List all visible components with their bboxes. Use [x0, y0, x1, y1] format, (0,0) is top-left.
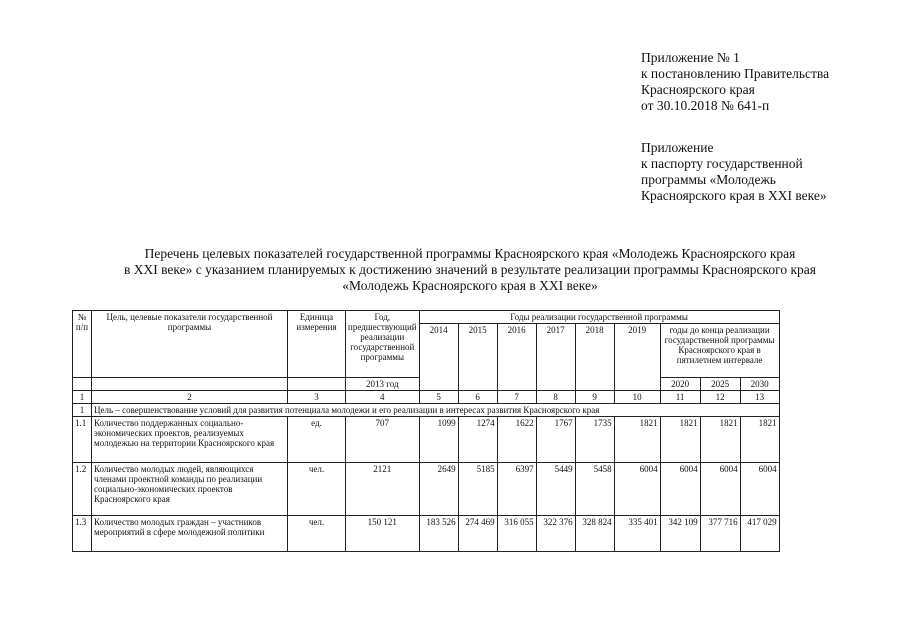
row-value: 328 824	[575, 516, 614, 552]
appendix-header-2	[641, 140, 827, 204]
col-number: 10	[614, 391, 660, 404]
col-number: 6	[458, 391, 497, 404]
header-years: Годы реализации государственной программы	[419, 311, 779, 324]
row-value: 1767	[536, 417, 575, 463]
row-value: 6397	[497, 463, 536, 516]
row-value: 1821	[660, 417, 700, 463]
header-future-year: 2020	[660, 378, 700, 391]
col-number: 13	[740, 391, 779, 404]
indicators-table	[72, 310, 780, 552]
header-prev-year-value: 2013 год	[346, 378, 420, 391]
row-value: 1099	[419, 417, 458, 463]
col-number: 1	[73, 391, 92, 404]
col-number: 7	[497, 391, 536, 404]
row-prev: 150 121	[346, 516, 420, 552]
appendix-line: программы «Молодежь	[641, 172, 776, 187]
table-row	[73, 417, 780, 463]
appendix-line: Приложение № 1	[641, 50, 740, 65]
row-name: Количество молодых граждан – участников мероприятий в сфере молодежной политики	[92, 516, 288, 552]
col-number: 8	[536, 391, 575, 404]
appendix-line: от 30.10.2018 № 641-п	[641, 98, 770, 113]
header-year: 2015	[458, 324, 497, 391]
row-num: 1.2	[73, 463, 92, 516]
appendix-line: к паспорту государственной	[641, 156, 803, 171]
row-value: 1735	[575, 417, 614, 463]
header-future-year: 2030	[740, 378, 779, 391]
title-line: в XXI веке» с указанием планируемых к достижению значений в результате реализации программы Красноярского края	[123, 262, 817, 277]
col-number: 2	[92, 391, 288, 404]
row-value: 5449	[536, 463, 575, 516]
row-value: 417 029	[740, 516, 779, 552]
header-year: 2014	[419, 324, 458, 391]
row-prev: 2121	[346, 463, 420, 516]
title-line: «Молодежь Красноярского края в XXI веке»	[342, 278, 598, 293]
col-number: 5	[419, 391, 458, 404]
header-prev-year: Год, предшествующий реализации государственной программы	[346, 311, 420, 378]
row-value: 6004	[614, 463, 660, 516]
goal-text: Цель – совершенствование условий для развития потенциала молодежи и его реализации в интересах развития Красноярского края	[92, 404, 780, 417]
row-value: 1821	[740, 417, 779, 463]
row-value: 5458	[575, 463, 614, 516]
col-number: 4	[346, 391, 420, 404]
row-unit: ед.	[288, 417, 346, 463]
col-number: 3	[288, 391, 346, 404]
row-value: 377 716	[700, 516, 740, 552]
row-value: 6004	[700, 463, 740, 516]
row-value: 1821	[614, 417, 660, 463]
row-value: 274 469	[458, 516, 497, 552]
appendix-header-1	[641, 50, 829, 114]
row-num: 1.3	[73, 516, 92, 552]
col-number: 11	[660, 391, 700, 404]
row-value: 183 526	[419, 516, 458, 552]
header-unit: Единица измерения	[288, 311, 346, 378]
row-value: 6004	[660, 463, 700, 516]
row-num: 1.1	[73, 417, 92, 463]
header-future: годы до конца реализации государственной программы Красноярского края в пятилетнем интервале	[660, 324, 779, 378]
goal-num: 1	[73, 404, 92, 417]
header-year: 2016	[497, 324, 536, 391]
goal-row	[73, 404, 780, 417]
row-value: 316 055	[497, 516, 536, 552]
header-year: 2017	[536, 324, 575, 391]
row-value: 342 109	[660, 516, 700, 552]
header-goal: Цель, целевые показатели государственной программы	[92, 311, 288, 378]
row-prev: 707	[346, 417, 420, 463]
row-value: 1622	[497, 417, 536, 463]
col-number: 12	[700, 391, 740, 404]
header-num: № п/п	[73, 311, 92, 378]
row-value: 6004	[740, 463, 779, 516]
header-year: 2019	[614, 324, 660, 391]
table-row	[73, 463, 780, 516]
row-value: 1821	[700, 417, 740, 463]
row-value: 322 376	[536, 516, 575, 552]
row-value: 1274	[458, 417, 497, 463]
table-row	[73, 516, 780, 552]
header-future-year: 2025	[700, 378, 740, 391]
header-year: 2018	[575, 324, 614, 391]
appendix-line: Приложение	[641, 140, 714, 155]
title-line: Перечень целевых показателей государственной программы Красноярского края «Молодежь Красноярского края	[144, 246, 796, 261]
row-name: Количество поддержанных социально-экономических проектов, реализуемых молодежью на территории Красноярского края	[92, 417, 288, 463]
row-unit: чел.	[288, 516, 346, 552]
appendix-line: Красноярского края в XXI веке»	[641, 188, 827, 203]
appendix-line: к постановлению Правительства	[641, 66, 830, 81]
column-numbers-row	[73, 391, 780, 404]
row-name: Количество молодых людей, являющихся членами проектной команды по реализации социально-экономических проектов Красноярского края	[92, 463, 288, 516]
row-unit: чел.	[288, 463, 346, 516]
document-title	[40, 246, 900, 294]
row-value: 5185	[458, 463, 497, 516]
row-value: 335 401	[614, 516, 660, 552]
row-value: 2649	[419, 463, 458, 516]
appendix-line: Красноярского края	[641, 82, 755, 97]
col-number: 9	[575, 391, 614, 404]
